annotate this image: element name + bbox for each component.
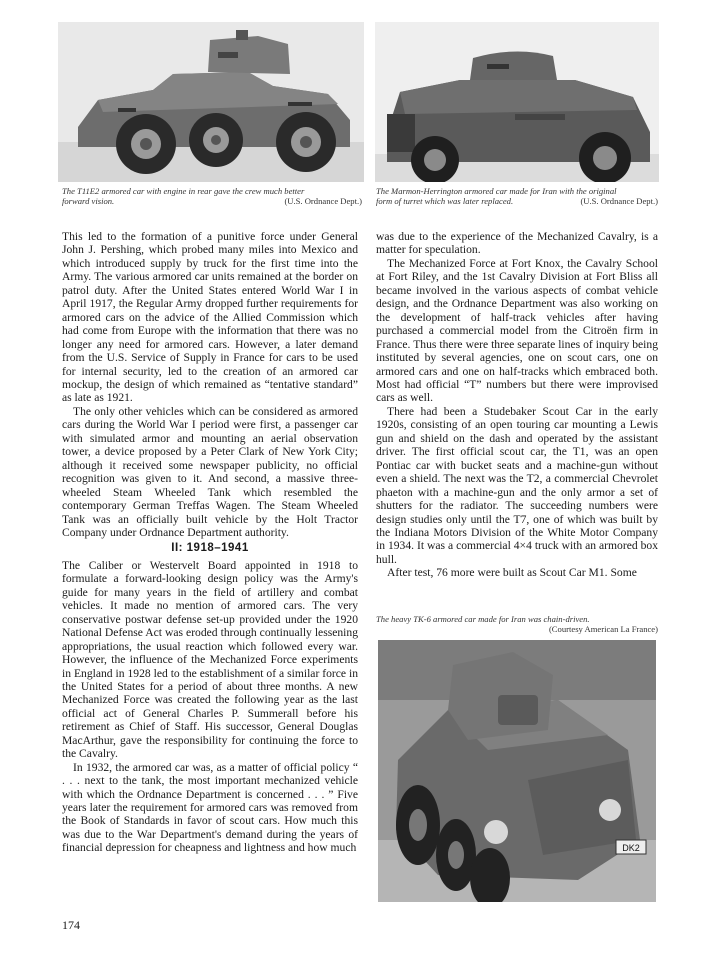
tk6-car-illustration bbox=[378, 640, 656, 902]
caption-bottom-right bbox=[376, 614, 658, 634]
left-paragraph-2: The only other vehicles which can be considered as armored cars during the World War I period were first, a passenger car with simulated armor and mounting an aerial observation tower, a device proposed by a Peter Clark of New York City; although it received some newspaper publicity, no official recognition was given to it. And second, a massive three-wheeled Steam Wheeled Tank which resembled the contemporary German Treffas Wagen. The Steam Wheeled Tank was an officially built vehicle by the Holt Tractor Company under Ordnance Department authority. bbox=[62, 404, 358, 539]
caption-bottom-right-credit: (Courtesy American La France) bbox=[548, 624, 658, 634]
section-heading: II: 1918–1941 bbox=[171, 542, 249, 555]
t11e2-car-illustration bbox=[58, 22, 364, 182]
left-paragraph-3: The Caliber or Westervelt Board appointed in 1918 to formulate a forward-looking design policy was the Army's guide for many years in the field of artillery and combat vehicles. It made no mention of armored cars. The very conservative postwar defense set-up provided under the 1920 National Defense Act was eroded through continually lessening appropriations, the usual reaction which followed every war. However, the influence of the Mechanized Force experiments in England in 1928 led to the establishment of a similar force in the United States for a period of about three months. A new Mechanized Force was created the following year as the last official act of General Charles P. Summerall before his retirement as Chief of Staff. His successor, General Douglas MacArthur, gave the responsibility for continuing the force to the Cavalry. bbox=[62, 558, 358, 761]
left-paragraph-1: This led to the formation of a punitive force under General John J. Pershing, which probed many miles into Mexico and which introduced supply by truck for the first time into the Army. The various armored car units remained at the border on patrol duty. After the United States entered World War I in April 1917, the Regular Army dropped further requirements for armored cars on the advice of the Allied Commission which had come from Europe with the information that there was no longer any need for armored cars. However, a later demand from the U.S. Service of Supply in France for cars to be used for internal security, led to the creation of an armored car mockup, the design of which remained as “tentative standard” as late as 1921. bbox=[62, 230, 358, 405]
photo-tk6-armored-car bbox=[378, 640, 656, 902]
license-plate-text: DK2 bbox=[622, 843, 640, 853]
caption-top-left-line1: The T11E2 armored car with engine in rear gave the crew much better bbox=[62, 186, 305, 196]
caption-top-right-line2: form of turret which was later replaced. bbox=[376, 196, 514, 206]
right-paragraph-1: was due to the experience of the Mechanized Cavalry, is a matter for speculation. bbox=[376, 230, 658, 257]
caption-top-left-line2: forward vision. bbox=[62, 196, 115, 206]
marmon-herrington-car-illustration bbox=[375, 22, 659, 182]
left-paragraph-4: In 1932, the armored car was, as a matter of official policy “ . . . next to the tank, the most important mechanized vehicle with which the Ordnance Department is concerned . . . ” Five years later the requirement for armored cars was removed from the Book of Standards in favor of scout cars. How much this was due to the War Department's demand during the years of financial depression for cheapness and lightness and how much bbox=[62, 760, 358, 855]
caption-top-left bbox=[62, 186, 362, 206]
caption-bottom-right-line1: The heavy TK-6 armored car made for Iran was chain-driven. bbox=[376, 614, 590, 624]
left-column bbox=[62, 230, 358, 855]
right-paragraph-4: After test, 76 more were built as Scout Car M1. Some bbox=[387, 566, 637, 580]
right-column bbox=[376, 230, 658, 580]
photo-t11e2-armored-car bbox=[58, 22, 364, 182]
right-paragraph-3: There had been a Studebaker Scout Car in the early 1920s, consisting of an open touring car mounting a Lewis gun and shield on the dash and operated by the assistant driver. The first official scout car, the T1, was an open Pontiac car with bucket seats and a machine-gun without even a shield. The next was the T2, a commercial Chevrolet phaeton with a machine-gun and the only armor a set of shutters for the radiator. The succeeding numbers were design studies only until the T7, one of which was built by the Indiana Motors Division of the White Motor Company in 1934. It was a commercial 4×4 truck with an armored box hull. bbox=[376, 404, 658, 566]
caption-top-right-line1: The Marmon-Herrington armored car made for Iran with the original bbox=[376, 186, 617, 196]
photo-marmon-herrington-armored-car bbox=[375, 22, 659, 182]
caption-top-right-credit: (U.S. Ordnance Dept.) bbox=[580, 196, 658, 206]
page-number: 174 bbox=[62, 918, 80, 932]
caption-top-right bbox=[376, 186, 658, 206]
right-paragraph-2: The Mechanized Force at Fort Knox, the Cavalry School at Fort Riley, and the 1st Cavalry Division at Fort Bliss all became involved in the various aspects of combat vehicle design, and the Ordnance Department was also working on the development of half-track vehicles after having purchased a commercial model from the Citroën firm in France. Thus there were three separate lines of inquiry being instituted by several agencies, one on scout cars, one on armored cars and one on half-tracks which embraced both. Most had official “T” numbers but there were improvised cars as well. bbox=[376, 256, 658, 405]
caption-top-left-credit: (U.S. Ordnance Dept.) bbox=[284, 196, 362, 206]
